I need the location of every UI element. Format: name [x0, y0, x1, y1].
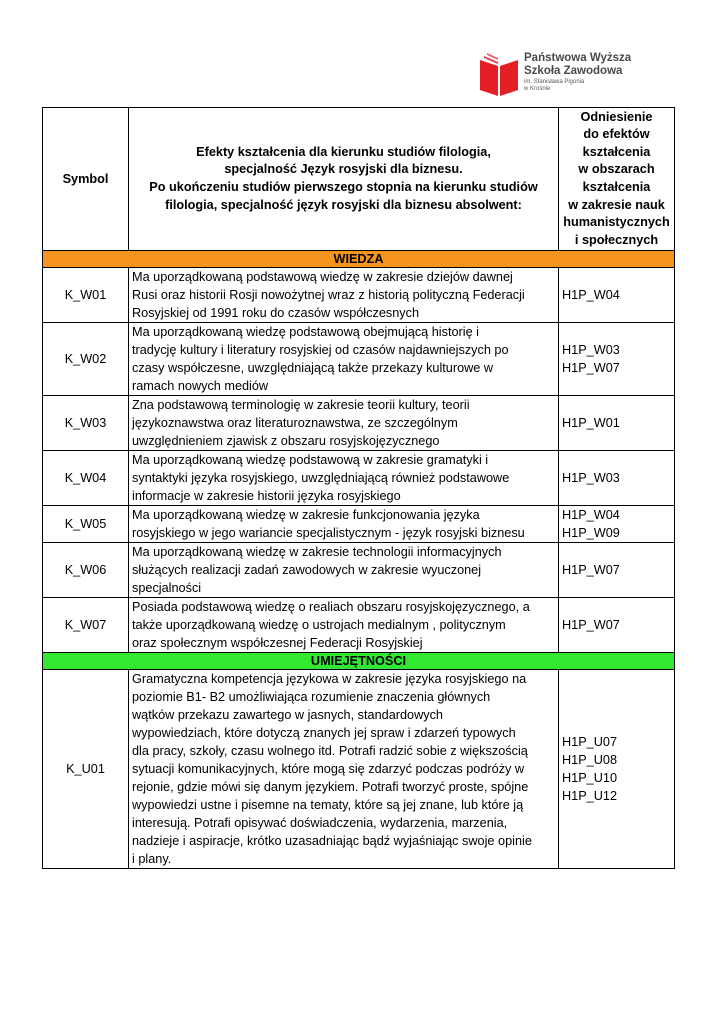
- description-line: Ma uporządkowaną wiedzę w zakresie technologii informacyjnych: [132, 545, 502, 559]
- table-row: [43, 451, 675, 506]
- outcome-symbol: K_W06: [43, 543, 129, 598]
- reference-code: H1P_U07: [562, 735, 618, 749]
- reference-code: H1P_U08: [562, 753, 618, 767]
- reference-code: H1P_W03: [562, 471, 620, 485]
- learning-outcomes-table: [42, 107, 675, 869]
- header-reference-line: kształcenia: [582, 180, 651, 194]
- header-reference-line: i społecznych: [574, 232, 659, 247]
- description-line: wypowiedzi ustne i pisemne na tematy, które są jej znane, lub które ją: [132, 798, 524, 812]
- description-line: wypowiedziach, które dotyczą znanych jej spraw i zdarzeń typowych: [132, 726, 516, 740]
- reference-code: H1P_W07: [562, 618, 620, 632]
- description-line: także uporządkowaną wiedzę o ustrojach medialnym , politycznym: [132, 618, 506, 632]
- logo-patron: im. Stanisława Pigonia: [524, 79, 585, 85]
- section-header-row: [43, 653, 675, 670]
- header-reference-line: humanistycznych: [563, 215, 670, 230]
- outcome-symbol: K_W03: [43, 396, 129, 451]
- outcome-description: [129, 598, 559, 653]
- description-line: interesują. Potrafi opisywać doświadczenia, wydarzenia, marzenia,: [132, 816, 508, 830]
- outcome-description: [129, 323, 559, 396]
- header-reference-line: w zakresie nauk: [568, 197, 665, 212]
- reference-code: H1P_U12: [562, 789, 618, 803]
- reference-code: H1P_W04: [562, 508, 620, 522]
- header-symbol: Symbol: [43, 108, 129, 251]
- description-line: oraz społecznym współczesnej Federacji Rosyjskiej: [132, 636, 423, 650]
- table-row: [43, 670, 675, 869]
- outcome-reference: [559, 670, 675, 869]
- outcome-reference: [559, 396, 675, 451]
- header-reference-line: w obszarach: [578, 162, 655, 177]
- outcome-reference: [559, 323, 675, 396]
- header-reference: [559, 108, 675, 251]
- outcome-reference: [559, 506, 675, 543]
- reference-code: H1P_W07: [562, 361, 620, 375]
- table-row: [43, 598, 675, 653]
- description-line: Ma uporządkowaną wiedzę podstawową w zakresie gramatyki i: [132, 453, 489, 467]
- outcome-description: [129, 268, 559, 323]
- outcome-description: [129, 451, 559, 506]
- reference-code: H1P_U10: [562, 771, 618, 785]
- table-row: [43, 268, 675, 323]
- table-row: [43, 506, 675, 543]
- outcome-symbol: K_W04: [43, 451, 129, 506]
- outcome-symbol: K_U01: [43, 670, 129, 869]
- description-line: poziomie B1- B2 umożliwiająca rozumienie znaczenia głównych: [132, 690, 491, 704]
- description-line: uwzględnieniem zjawisk z obszaru rosyjskojęzycznego: [132, 434, 440, 448]
- table-body: [43, 251, 675, 869]
- description-line: sytuacji komunikacyjnych, które mogą się zdarzyć podczas podróży w: [132, 762, 525, 776]
- logo-city: w Krośnie: [524, 86, 551, 92]
- logo-name-line2: Szkoła Zawodowa: [524, 65, 623, 77]
- description-line: Ma uporządkowaną wiedzę podstawową obejmującą historię i: [132, 325, 479, 339]
- reference-code: H1P_W09: [562, 526, 620, 540]
- description-line: ramach nowych mediów: [132, 379, 269, 393]
- header-effects-line: Efekty kształcenia dla kierunku studiów filologia,: [196, 144, 491, 159]
- table-row: [43, 396, 675, 451]
- logo-name-line1: Państwowa Wyższa: [524, 52, 632, 64]
- description-line: Posiada podstawową wiedzę o realiach obszaru rosyjskojęzycznego, a: [132, 600, 530, 614]
- outcome-reference: [559, 598, 675, 653]
- description-line: dla pracy, szkoły, czasu wolnego itd. Potrafi radzić sobie z większością: [132, 744, 528, 758]
- outcome-description: [129, 543, 559, 598]
- section-title: WIEDZA: [43, 251, 675, 268]
- description-line: rejonie, gdzie mówi się danym językiem. Potrafi tworzyć proste, spójne: [132, 780, 529, 794]
- reference-code: H1P_W01: [562, 416, 620, 430]
- description-line: Rosyjskiej od 1991 roku do czasów współczesnych: [132, 306, 420, 320]
- header-effects-line: filologia, specjalność język rosyjski dla biznesu absolwent:: [165, 197, 522, 212]
- description-line: tradycję kultury i literatury rosyjskiej od czasów najdawniejszych po: [132, 343, 509, 357]
- outcome-description: [129, 670, 559, 869]
- description-line: nadzieje i aspiracje, krótko uzasadniając bądź wyjaśniając swoje opinie: [132, 834, 532, 848]
- reference-code: H1P_W04: [562, 288, 620, 302]
- outcome-description: [129, 506, 559, 543]
- description-line: informacje w zakresie historii języka rosyjskiego: [132, 489, 401, 503]
- description-line: Gramatyczna kompetencja językowa w zakresie języka rosyjskiego na: [132, 672, 527, 686]
- outcome-symbol: K_W01: [43, 268, 129, 323]
- section-header-row: [43, 251, 675, 268]
- outcome-reference: [559, 268, 675, 323]
- description-line: Ma uporządkowaną wiedzę w zakresie funkcjonowania języka: [132, 508, 480, 522]
- description-line: Rusi oraz historii Rosji nowożytnej wraz z historią polityczną Federacji: [132, 288, 525, 302]
- description-line: specjalności: [132, 581, 202, 595]
- outcome-reference: [559, 543, 675, 598]
- header-effects-line: Po ukończeniu studiów pierwszego stopnia na kierunku studiów: [149, 180, 538, 194]
- description-line: rosyjskiego w jego wariancie specjalistycznym - język rosyjski biznesu: [132, 526, 525, 540]
- description-line: służących realizacji zadań zawodowych w zakresie wyuczonej: [132, 563, 482, 577]
- outcome-reference: [559, 451, 675, 506]
- outcome-description: [129, 396, 559, 451]
- header-reference-line: do efektów: [583, 127, 650, 142]
- outcome-symbol: K_W05: [43, 506, 129, 543]
- header-reference-line: kształcenia: [582, 144, 651, 159]
- section-title: UMIEJĘTNOŚCI: [43, 653, 675, 670]
- table-header-row: [43, 108, 675, 251]
- logo-text: [524, 52, 631, 93]
- description-line: językoznawstwa oraz literaturoznawstwa, ze szczególnym: [132, 416, 458, 430]
- book-logo-icon: [478, 52, 520, 96]
- header-reference-line: Odniesienie: [580, 109, 653, 124]
- description-line: wątków przekazu zawartego w jasnych, standardowych: [132, 708, 443, 722]
- description-line: Ma uporządkowaną podstawową wiedzę w zakresie dziejów dawnej: [132, 270, 513, 284]
- header-effects: [129, 108, 559, 251]
- table-row: [43, 323, 675, 396]
- table-row: [43, 543, 675, 598]
- description-line: i plany.: [132, 852, 172, 866]
- description-line: syntaktyki języka rosyjskiego, uwzględniającą również podstawowe: [132, 471, 510, 485]
- reference-code: H1P_W07: [562, 563, 620, 577]
- outcome-symbol: K_W02: [43, 323, 129, 396]
- description-line: Zna podstawową terminologię w zakresie teorii kultury, teorii: [132, 398, 470, 412]
- description-line: czasy współczesne, uwzględniającą także przekazy kulturowe w: [132, 361, 494, 375]
- outcome-symbol: K_W07: [43, 598, 129, 653]
- header-effects-line: specjalność Język rosyjski dla biznesu.: [224, 162, 463, 177]
- reference-code: H1P_W03: [562, 343, 620, 357]
- school-logo: [478, 52, 678, 102]
